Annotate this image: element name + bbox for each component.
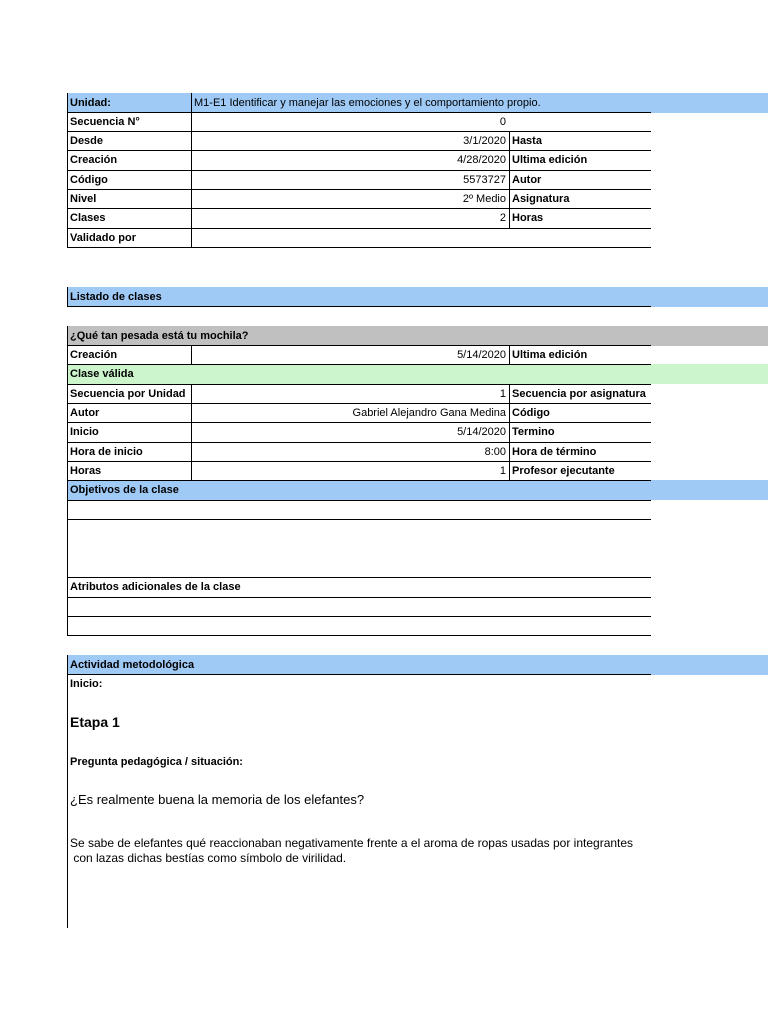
- grid-line: [67, 150, 651, 151]
- grid-line: [67, 597, 651, 598]
- ultima-edicion-label: Ultima edición: [512, 154, 588, 166]
- unit-row-clases: [67, 208, 768, 228]
- unidad-value[interactable]: M1-E1 Identificar y manejar las emociones y el comportamiento propio.: [194, 97, 541, 109]
- clase-title: ¿Qué tan pesada está tu mochila?: [70, 330, 249, 342]
- hora-termino-label: Hora de término: [512, 446, 597, 458]
- hora-inicio-value[interactable]: 8:00: [484, 446, 506, 458]
- clase-creacion-label: Creación: [70, 349, 118, 361]
- grid-line: [67, 480, 651, 481]
- grid-line: [67, 461, 651, 462]
- validado-value[interactable]: [191, 228, 509, 248]
- clase-inicio-label: Inicio: [70, 426, 99, 438]
- grid-line: [509, 131, 510, 228]
- listado-label: Listado de clases: [70, 291, 162, 303]
- unit-row-codigo: [67, 170, 768, 190]
- unit-row-desde: [67, 131, 768, 151]
- creacion-label: Creación: [70, 154, 118, 166]
- hasta-label: Hasta: [512, 135, 542, 147]
- clase-row-hora-inicio: [67, 442, 768, 462]
- profesor-ejecutante-label: Profesor ejecutante: [512, 465, 615, 477]
- codigo-value[interactable]: 5573727: [463, 174, 506, 186]
- grid-line: [67, 208, 651, 209]
- grid-line: [67, 655, 68, 928]
- clase-creacion-row: [67, 345, 768, 365]
- grid-line: [67, 577, 651, 578]
- clase-row-secuencia: [67, 384, 768, 404]
- clase-horas-value[interactable]: 1: [499, 465, 506, 477]
- situacion-text-line-1: Se sabe de elefantes qué reaccionaban negativamente frente a el aroma de ropas usadas por integrantes: [70, 836, 634, 850]
- validado-label: Validado por: [70, 232, 137, 244]
- grid-line: [509, 345, 510, 364]
- secuencia-unidad-label: Secuencia por Unidad: [70, 388, 186, 400]
- clase-row-horas: [67, 461, 768, 481]
- grid-line: [67, 287, 68, 307]
- grid-line: [67, 442, 651, 443]
- unit-row-creacion: [67, 150, 768, 170]
- clase-autor-label: Autor: [70, 407, 100, 419]
- grid-line: [67, 306, 651, 307]
- grid-line: [67, 112, 651, 113]
- horas-label: Horas: [512, 212, 544, 224]
- clase-row-inicio: [67, 422, 768, 442]
- grid-line: [67, 500, 651, 501]
- grid-line: [67, 616, 651, 617]
- clase-title-row: [67, 326, 768, 346]
- clases-value[interactable]: 2: [499, 212, 506, 224]
- clase-valida-row: [67, 364, 768, 384]
- clase-inicio-value[interactable]: 5/14/2020: [457, 426, 506, 438]
- codigo-label: Código: [70, 174, 108, 186]
- clase-autor-value[interactable]: Gabriel Alejandro Gana Medina: [352, 407, 506, 419]
- grid-line: [67, 403, 651, 404]
- situacion-text-line-2: con lazas dichas bestías como símbolo de virilidad.: [70, 851, 347, 865]
- secuencia-label: Secuencia N°: [70, 116, 140, 128]
- actividad-header: [67, 655, 768, 675]
- clase-ultima-edicion-label: Ultima edición: [512, 349, 588, 361]
- objetivos-header: [67, 480, 768, 500]
- grid-line: [67, 422, 651, 423]
- atributos-cell-2[interactable]: [67, 616, 768, 636]
- objetivos-text-area[interactable]: [67, 519, 768, 577]
- grid-line: [191, 384, 192, 480]
- nivel-label: Nivel: [70, 193, 97, 205]
- desde-label: Desde: [70, 135, 104, 147]
- grid-line: [67, 345, 651, 346]
- hora-inicio-label: Hora de inicio: [70, 446, 143, 458]
- grid-line: [509, 384, 510, 480]
- objetivos-label: Objetivos de la clase: [70, 484, 179, 496]
- grid-line: [67, 247, 651, 248]
- grid-line: [67, 131, 651, 132]
- unidad-label: Unidad:: [70, 97, 111, 109]
- asignatura-label: Asignatura: [512, 193, 570, 205]
- clases-label: Clases: [70, 212, 106, 224]
- grid-line: [67, 364, 651, 365]
- grid-line: [67, 384, 651, 385]
- atributos-header: [67, 577, 768, 597]
- actividad-inicio-label: Inicio:: [70, 678, 103, 690]
- objetivos-cell[interactable]: [67, 500, 768, 520]
- grid-line: [191, 345, 192, 364]
- grid-line: [67, 635, 651, 636]
- autor-label: Autor: [512, 174, 542, 186]
- grid-line: [67, 189, 651, 190]
- secuencia-extra[interactable]: [509, 112, 651, 132]
- pregunta-label: Pregunta pedagógica / situación:: [70, 756, 243, 768]
- atributos-label: Atributos adicionales de la clase: [70, 581, 241, 593]
- atributos-cell-1[interactable]: [67, 597, 768, 617]
- creacion-value[interactable]: 4/28/2020: [457, 154, 506, 166]
- pregunta-text: ¿Es realmente buena la memoria de los elefantes?: [70, 792, 365, 807]
- unidad-row: [67, 93, 768, 113]
- clase-horas-label: Horas: [70, 465, 102, 477]
- secuencia-value[interactable]: 0: [499, 116, 506, 128]
- etapa-title: Etapa 1: [70, 714, 120, 730]
- clase-creacion-value[interactable]: 5/14/2020: [457, 349, 506, 361]
- grid-line: [67, 170, 651, 171]
- clase-codigo-label: Código: [512, 407, 550, 419]
- clase-valida-label: Clase válida: [70, 368, 134, 380]
- unit-row-nivel: [67, 189, 768, 209]
- secuencia-unidad-value[interactable]: 1: [499, 388, 506, 400]
- clase-termino-label: Termino: [512, 426, 555, 438]
- grid-line: [67, 228, 651, 229]
- unit-row-secuencia: [67, 112, 768, 132]
- nivel-value[interactable]: 2º Medio: [462, 193, 506, 205]
- unit-row-validado: [67, 228, 768, 248]
- desde-value[interactable]: 3/1/2020: [463, 135, 506, 147]
- secuencia-asignatura-label: Secuencia por asignatura: [512, 388, 646, 400]
- grid-line: [67, 519, 651, 520]
- grid-line: [67, 674, 651, 675]
- listado-header: [67, 287, 768, 307]
- actividad-label: Actividad metodológica: [70, 659, 195, 671]
- clase-row-autor: [67, 403, 768, 423]
